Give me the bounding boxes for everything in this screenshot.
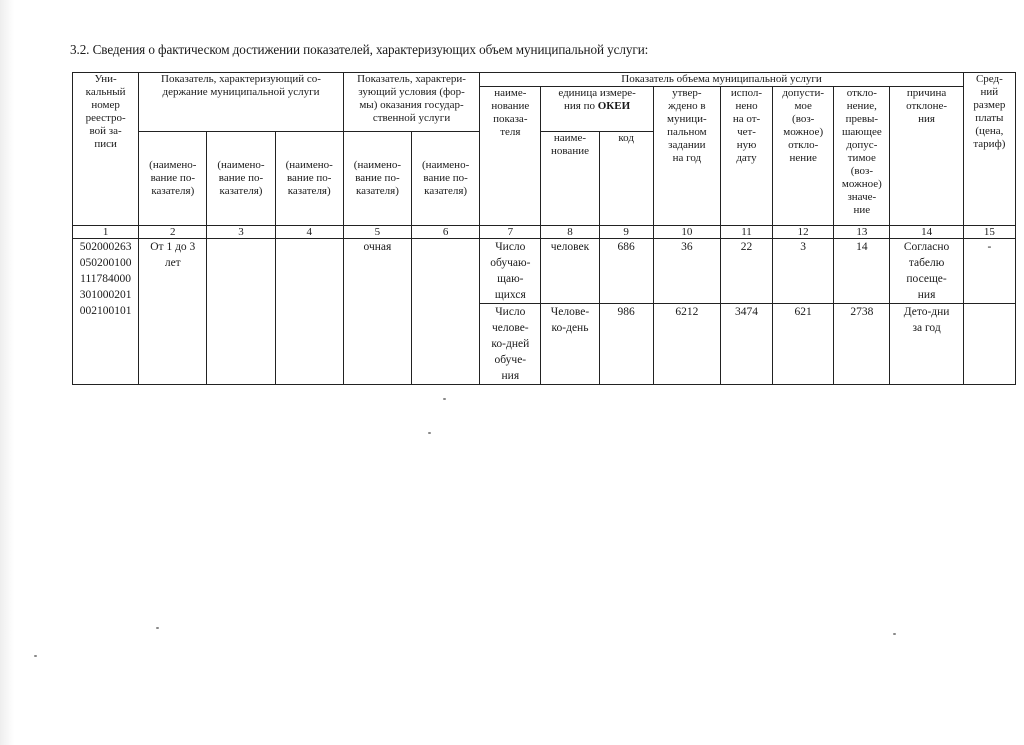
header-avg-fee: Сред- ний размер платы (цена, тариф) (963, 73, 1015, 226)
header-reason: причина отклоне- ния (890, 87, 963, 226)
cell-unit-code: 686 (599, 239, 653, 304)
col-number: 1 (73, 226, 139, 239)
scan-speck (156, 627, 159, 629)
scan-speck (428, 432, 431, 434)
cell-executed: 3474 (720, 304, 772, 385)
cell-condition-1: очная (343, 239, 411, 385)
cell-indicator: Число челове- ко-дней обуче- ния (480, 304, 541, 385)
col-number: 15 (963, 226, 1015, 239)
cell-unit-code: 986 (599, 304, 653, 385)
cell-reason: Согласно табелю посеще- ния (890, 239, 963, 304)
cell-content-1: От 1 до 3 лет (139, 239, 207, 385)
cell-unit-name: Челове- ко-день (541, 304, 599, 385)
header-approved: утвер- ждено в муници- пальном задании на год (653, 87, 720, 226)
cell-reason: Дето-дни за год (890, 304, 963, 385)
header-condition-group: Показатель, характери- зующий условия (фор- мы) оказания государ- ственной услуги (343, 73, 479, 132)
subheader-content-1: (наимено- вание по- казателя) (139, 132, 207, 226)
col-number: 10 (653, 226, 720, 239)
cell-unit-name: человек (541, 239, 599, 304)
col-number: 12 (773, 226, 834, 239)
col-number: 2 (139, 226, 207, 239)
col-number: 13 (834, 226, 890, 239)
header-unit-okei (541, 87, 653, 132)
cell-exceed-deviation: 2738 (834, 304, 890, 385)
table-row (73, 239, 1016, 304)
unit-okei-prefix: единица измере- ния по (558, 87, 636, 112)
cell-content-2 (207, 239, 275, 385)
header-record-no: Уни- кальный номер реестро- вой за- писи (73, 73, 139, 226)
cell-record-no: 502000263 050200100 111784000 301000201 002100101 (73, 239, 139, 385)
col-number: 14 (890, 226, 963, 239)
cell-avg-fee: - (963, 239, 1015, 304)
col-number: 6 (412, 226, 480, 239)
scan-edge (0, 0, 14, 745)
header-executed: испол- нено на от- чет- ную дату (720, 87, 772, 226)
subheader-condition-2: (наимено- вание по- казателя) (412, 132, 480, 226)
col-number: 9 (599, 226, 653, 239)
subheader-content-2: (наимено- вание по- казателя) (207, 132, 275, 226)
cell-indicator: Число обучаю- щаю- щихся (480, 239, 541, 304)
header-allowed-deviation: допусти- мое (воз- можное) откло- нение (773, 87, 834, 226)
subheader-content-3: (наимено- вание по- казателя) (275, 132, 343, 226)
col-number: 7 (480, 226, 541, 239)
col-number: 8 (541, 226, 599, 239)
cell-condition-2 (412, 239, 480, 385)
cell-allowed-deviation: 621 (773, 304, 834, 385)
section-heading: 3.2. Сведения о фактическом достижении показателей, характеризующих объем муниципальной услуги: (70, 42, 649, 57)
header-exceed-deviation: откло- нение, превы- шающее допус- тимое (воз- можное) значе- ние (834, 87, 890, 226)
header-content-group: Показатель, характеризующий со- держание муниципальной услуги (139, 73, 344, 132)
col-number: 4 (275, 226, 343, 239)
scan-speck (443, 398, 446, 400)
scan-speck (893, 633, 896, 635)
col-number: 11 (720, 226, 772, 239)
cell-avg-fee-empty (963, 304, 1015, 385)
cell-allowed-deviation: 3 (773, 239, 834, 304)
cell-approved: 6212 (653, 304, 720, 385)
subheader-unit-name: наиме- нование (541, 132, 599, 226)
unit-okei-bold: ОКЕИ (597, 100, 631, 112)
col-number: 3 (207, 226, 275, 239)
subheader-condition-1: (наимено- вание по- казателя) (343, 132, 411, 226)
cell-approved: 36 (653, 239, 720, 304)
header-volume-group: Показатель объема муниципальной услуги (480, 73, 964, 87)
header-indicator-name: наиме- нование показа- теля (480, 87, 541, 226)
volume-indicators-table (72, 72, 1016, 385)
subheader-unit-code: код (599, 132, 653, 226)
col-number: 5 (343, 226, 411, 239)
scan-speck (34, 655, 37, 657)
cell-exceed-deviation: 14 (834, 239, 890, 304)
cell-executed: 22 (720, 239, 772, 304)
cell-content-3 (275, 239, 343, 385)
